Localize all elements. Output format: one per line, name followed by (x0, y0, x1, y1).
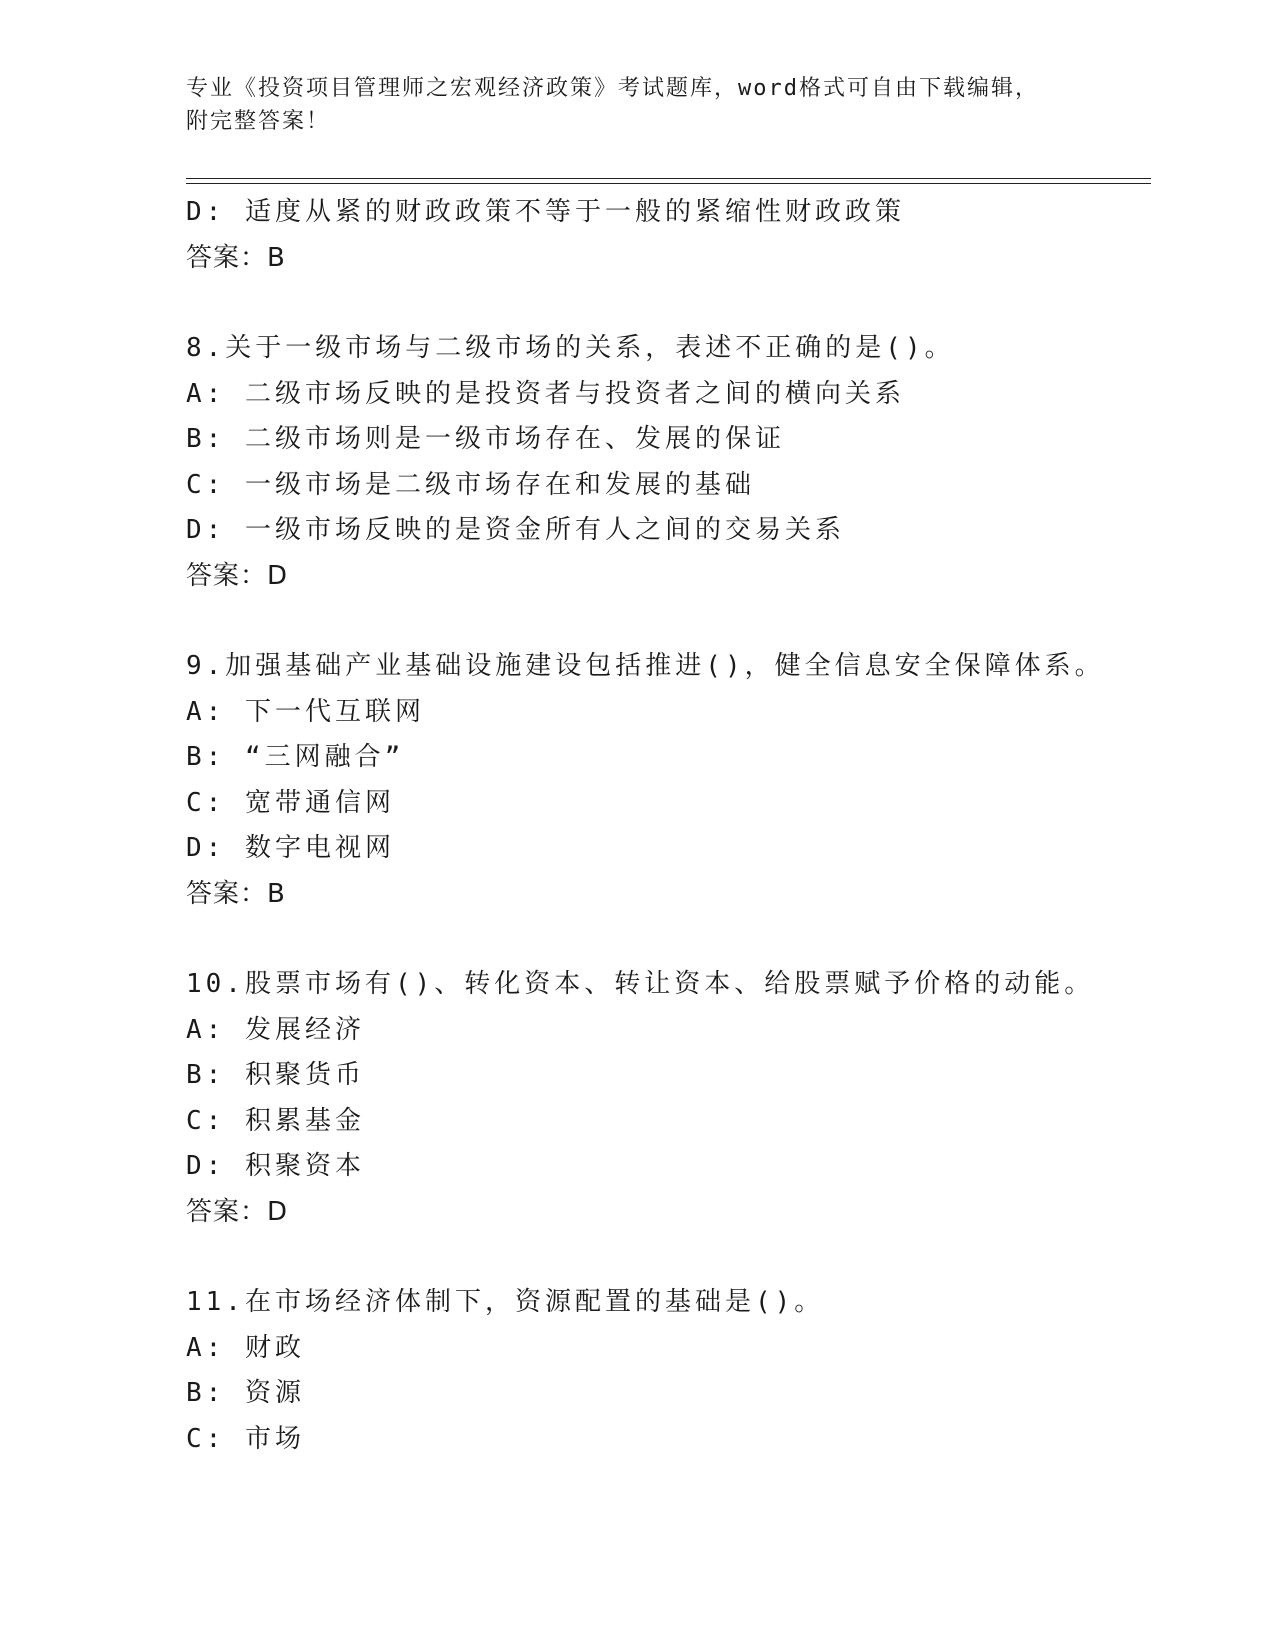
question-8-option-a: A: 二级市场反映的是投资者与投资者之间的横向关系 (186, 378, 905, 409)
question-10-option-c: C: 积累基金 (186, 1105, 365, 1136)
spacer (186, 281, 1151, 326)
spacer (186, 599, 1151, 644)
question-10-option-d: D: 积聚资本 (186, 1151, 365, 1181)
question-10-option-a: A: 发展经济 (186, 1014, 365, 1045)
question-8-option-d: D: 一级市场反映的是资金所有人之间的交易关系 (186, 515, 845, 545)
question-10-option-b: B: 积聚货币 (186, 1060, 365, 1090)
question-list (186, 190, 1151, 1462)
question-8-stem: 8.关于一级市场与二级市场的关系，表述不正确的是()。 (186, 333, 955, 363)
question-9-answer: 答案：B (186, 878, 286, 909)
question-7-option-d: D: 适度从紧的财政政策不等于一般的紧缩性财政政策 (186, 197, 905, 227)
question-9-stem: 9.加强基础产业基础设施建设包括推进()，健全信息安全保障体系。 (186, 651, 1105, 681)
spacer (186, 1235, 1151, 1280)
question-9-option-b: B: “三网融合” (186, 742, 405, 772)
question-11-option-b: B: 资源 (186, 1378, 305, 1408)
question-9-option-d: D: 数字电视网 (186, 833, 395, 863)
question-8-option-c: C: 一级市场是二级市场存在和发展的基础 (186, 469, 755, 500)
header-divider-bottom (186, 183, 1151, 184)
question-9-option-c: C: 宽带通信网 (186, 787, 395, 818)
question-7-answer: 答案：B (186, 242, 286, 273)
header-line-2: 附完整答案！ (186, 109, 331, 134)
question-10-stem: 10.股票市场有()、转化资本、转让资本、给股票赋予价格的动能。 (186, 969, 1095, 999)
spacer (186, 917, 1151, 962)
question-11-stem: 11.在市场经济体制下，资源配置的基础是()。 (186, 1287, 825, 1317)
question-11-option-a: A: 财政 (186, 1332, 305, 1363)
header-line-1: 专业《投资项目管理师之宏观经济政策》考试题库，word格式可自由下载编辑， (186, 76, 1039, 101)
question-9-option-a: A: 下一代互联网 (186, 696, 425, 727)
question-11-option-c: C: 市场 (186, 1423, 305, 1454)
question-8-option-b: B: 二级市场则是一级市场存在、发展的保证 (186, 424, 785, 454)
document-header (186, 72, 1086, 138)
question-10-answer: 答案：D (186, 1196, 289, 1227)
question-8-answer: 答案：D (186, 560, 289, 591)
header-divider-top (186, 178, 1151, 179)
